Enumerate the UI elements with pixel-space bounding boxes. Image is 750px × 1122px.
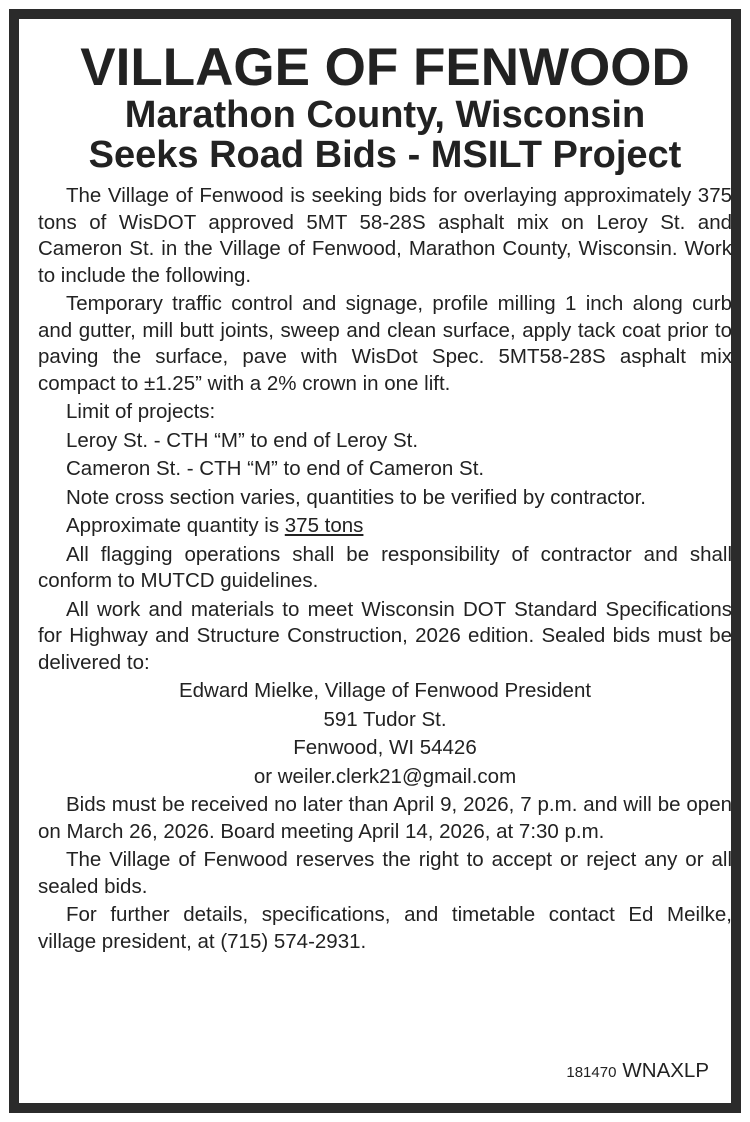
paragraph-flagging: All flagging operations shall be responsibility of contractor and shall conform to MUTCD guidelines. [38, 542, 732, 592]
notice-frame [9, 9, 741, 1113]
publication-reference [566, 1059, 709, 1083]
notice-title: VILLAGE OF FENWOOD [80, 38, 690, 97]
address-name: Edward Mielke, Village of Fenwood President [178, 679, 592, 702]
address-city: Fenwood, WI 54426 [293, 736, 477, 759]
limit-label: Limit of projects: [66, 400, 216, 423]
paragraph-scope: Temporary traffic control and signage, profile milling 1 inch along curb and gutter, mill butt joints, sweep and clean surface, apply tack coat prior to paving the surface, pave with WisDot Spec. 5MT58-28S asphalt mix compact to ±1.25” with a 2% crown in one lift. [38, 292, 732, 395]
notice-content [38, 38, 732, 957]
address-email: or weiler.clerk21@gmail.com [253, 764, 517, 788]
limit-cameron: Cameron St. - CTH “M” to end of Cameron St. [66, 457, 485, 480]
notice-body [38, 183, 732, 955]
paragraph-deadline: Bids must be received no later than April 9, 2026, 7 p.m. and will be open on March 26, 2026. Board meeting April 14, 2026, at 7:30 p.m. [38, 793, 732, 843]
quantity-label: Approximate quantity is [66, 514, 285, 537]
limit-leroy: Leroy St. - CTH “M” to end of Leroy St. [66, 428, 419, 452]
notice-subtitle-project: Seeks Road Bids - MSILT Project [88, 134, 682, 176]
reference-code: WNAXLP [622, 1059, 709, 1082]
address-street: 591 Tudor St. [323, 707, 447, 731]
quantity-line [38, 513, 732, 540]
notice-subtitle-county: Marathon County, Wisconsin [124, 94, 646, 136]
reference-number: 181470 [566, 1064, 617, 1081]
paragraph-intro: The Village of Fenwood is seeking bids for overlaying approximately 375 tons of WisDOT approved 5MT 58-28S asphalt mix on Leroy St. and Cameron St. in the Village of Fenwood, Marathon County, Wisconsin. Work to include the following. [38, 184, 732, 287]
quantity-value: 375 tons [284, 514, 364, 537]
paragraph-cross-section: Note cross section varies, quantities to be verified by contractor. [66, 485, 646, 509]
paragraph-specifications: All work and materials to meet Wisconsin DOT Standard Specifications for Highway and Structure Construction, 2026 edition. Sealed bids must be delivered to: [38, 597, 732, 674]
paragraph-contact: For further details, specifications, and timetable contact Ed Meilke, village president, at (715) 574-2931. [38, 903, 732, 953]
paragraph-rights: The Village of Fenwood reserves the right to accept or reject any or all sealed bids. [38, 848, 732, 898]
